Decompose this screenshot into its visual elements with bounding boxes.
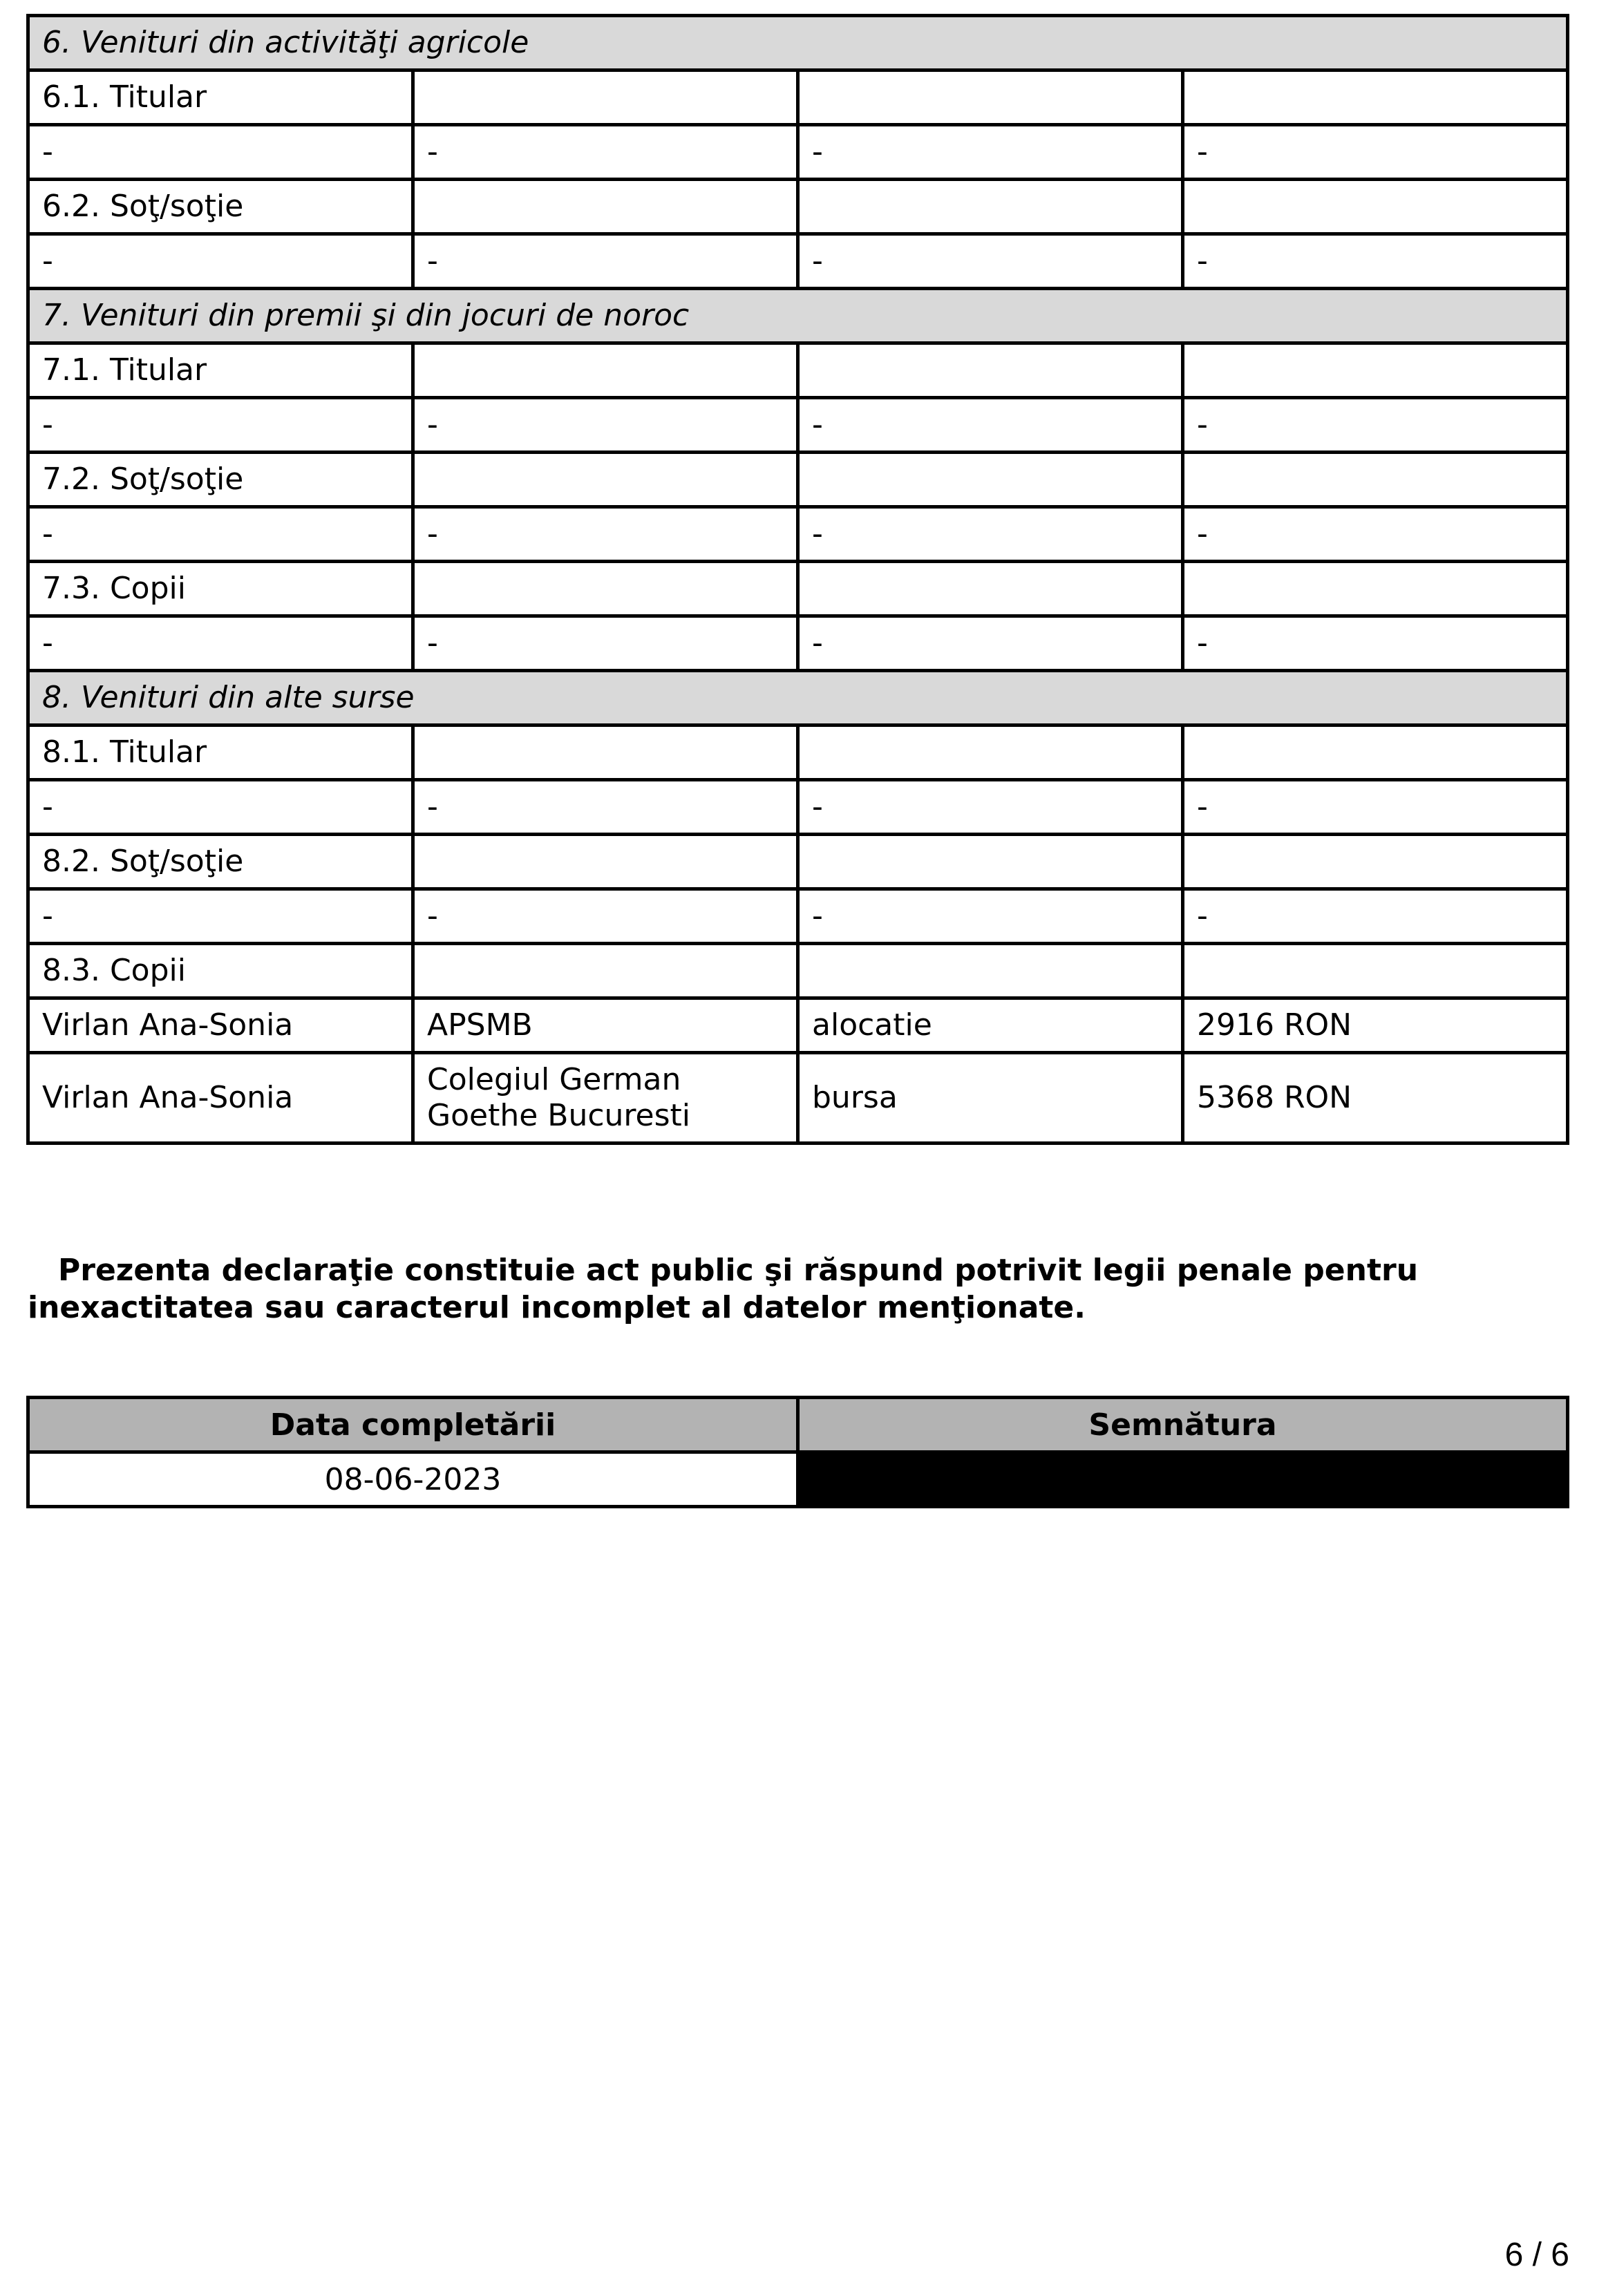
income-type-cell: bursa <box>798 1053 1183 1144</box>
empty-cell <box>1183 944 1568 998</box>
beneficiary-cell: Virlan Ana-Sonia <box>28 998 413 1053</box>
group-label: 7.1. Titular <box>28 343 413 398</box>
source-cell: Colegiul German Goethe Bucuresti <box>413 1053 798 1144</box>
group-label-row <box>28 725 1568 780</box>
income-type-cell: alocatie <box>798 998 1183 1053</box>
group-label-row <box>28 453 1568 507</box>
table-cell: - <box>798 507 1183 562</box>
table-cell: - <box>798 234 1183 289</box>
table-cell: - <box>1183 234 1568 289</box>
table-cell: - <box>798 125 1183 180</box>
table-cell: - <box>28 616 413 671</box>
empty-cell <box>1183 835 1568 889</box>
group-label-row <box>28 343 1568 398</box>
table-cell: - <box>1183 616 1568 671</box>
table-cell: - <box>413 889 798 944</box>
table-cell: - <box>28 889 413 944</box>
amount-cell: 5368 RON <box>1183 1053 1568 1144</box>
empty-cell <box>798 562 1183 616</box>
section-title: 7. Venituri din premii şi din jocuri de noroc <box>28 289 1568 343</box>
signature-table <box>26 1396 1569 1508</box>
signature-header-row <box>28 1398 1568 1452</box>
table-cell: - <box>28 507 413 562</box>
date-header: Data completării <box>28 1398 798 1452</box>
page-number: 6 / 6 <box>1504 2237 1569 2273</box>
table-cell: - <box>413 616 798 671</box>
section-header-row <box>28 289 1568 343</box>
empty-cell <box>798 835 1183 889</box>
group-label-row <box>28 562 1568 616</box>
table-cell: - <box>1183 780 1568 835</box>
table-cell: - <box>1183 125 1568 180</box>
declaration-text: Prezenta declaraţie constituie act public şi răspund potrivit legii penale pentru inexactitatea sau caracterul incomplet al datelor menţionate. <box>28 1253 1419 1325</box>
empty-cell <box>798 180 1183 234</box>
redacted-signature <box>798 1452 1568 1507</box>
group-label: 8.1. Titular <box>28 725 413 780</box>
empty-cell <box>413 180 798 234</box>
empty-cell <box>798 944 1183 998</box>
table-cell: - <box>413 398 798 453</box>
income-table <box>26 14 1569 1145</box>
empty-cell <box>798 453 1183 507</box>
table-cell: - <box>798 889 1183 944</box>
table-cell: - <box>28 398 413 453</box>
table-row <box>28 234 1568 289</box>
table-row <box>28 616 1568 671</box>
signature-value-row <box>28 1452 1568 1507</box>
table-cell: - <box>413 780 798 835</box>
section-title: 6. Venituri din activităţi agricole <box>28 16 1568 70</box>
empty-cell <box>413 944 798 998</box>
group-label: 8.3. Copii <box>28 944 413 998</box>
amount-cell: 2916 RON <box>1183 998 1568 1053</box>
empty-cell <box>1183 562 1568 616</box>
table-row <box>28 125 1568 180</box>
empty-cell <box>798 725 1183 780</box>
group-label-row <box>28 835 1568 889</box>
group-label: 7.3. Copii <box>28 562 413 616</box>
table-row <box>28 1053 1568 1144</box>
table-row <box>28 998 1568 1053</box>
table-row <box>28 398 1568 453</box>
table-cell: - <box>413 507 798 562</box>
table-cell: - <box>798 780 1183 835</box>
empty-cell <box>413 562 798 616</box>
group-label: 6.1. Titular <box>28 70 413 125</box>
signature-header: Semnătura <box>798 1398 1568 1452</box>
table-cell: - <box>413 125 798 180</box>
empty-cell <box>1183 343 1568 398</box>
empty-cell <box>413 343 798 398</box>
table-cell: - <box>798 398 1183 453</box>
empty-cell <box>413 725 798 780</box>
empty-cell <box>1183 70 1568 125</box>
empty-cell <box>1183 180 1568 234</box>
section-header-row <box>28 671 1568 725</box>
group-label-row <box>28 180 1568 234</box>
empty-cell <box>413 835 798 889</box>
empty-cell <box>1183 725 1568 780</box>
table-cell: - <box>1183 889 1568 944</box>
empty-cell <box>413 70 798 125</box>
section-title: 8. Venituri din alte surse <box>28 671 1568 725</box>
empty-cell <box>1183 453 1568 507</box>
beneficiary-cell: Virlan Ana-Sonia <box>28 1053 413 1144</box>
empty-cell <box>798 70 1183 125</box>
table-cell: - <box>1183 398 1568 453</box>
table-cell: - <box>798 616 1183 671</box>
empty-cell <box>798 343 1183 398</box>
group-label-row <box>28 944 1568 998</box>
table-cell: - <box>1183 507 1568 562</box>
group-label: 6.2. Soţ/soţie <box>28 180 413 234</box>
group-label: 8.2. Soţ/soţie <box>28 835 413 889</box>
table-cell: - <box>28 780 413 835</box>
section-header-row <box>28 16 1568 70</box>
table-row <box>28 507 1568 562</box>
table-row <box>28 780 1568 835</box>
group-label: 7.2. Soţ/soţie <box>28 453 413 507</box>
source-cell: APSMB <box>413 998 798 1053</box>
table-cell: - <box>28 234 413 289</box>
table-cell: - <box>413 234 798 289</box>
table-row <box>28 889 1568 944</box>
group-label-row <box>28 70 1568 125</box>
empty-cell <box>413 453 798 507</box>
table-cell: - <box>28 125 413 180</box>
completion-date: 08-06-2023 <box>28 1452 798 1507</box>
